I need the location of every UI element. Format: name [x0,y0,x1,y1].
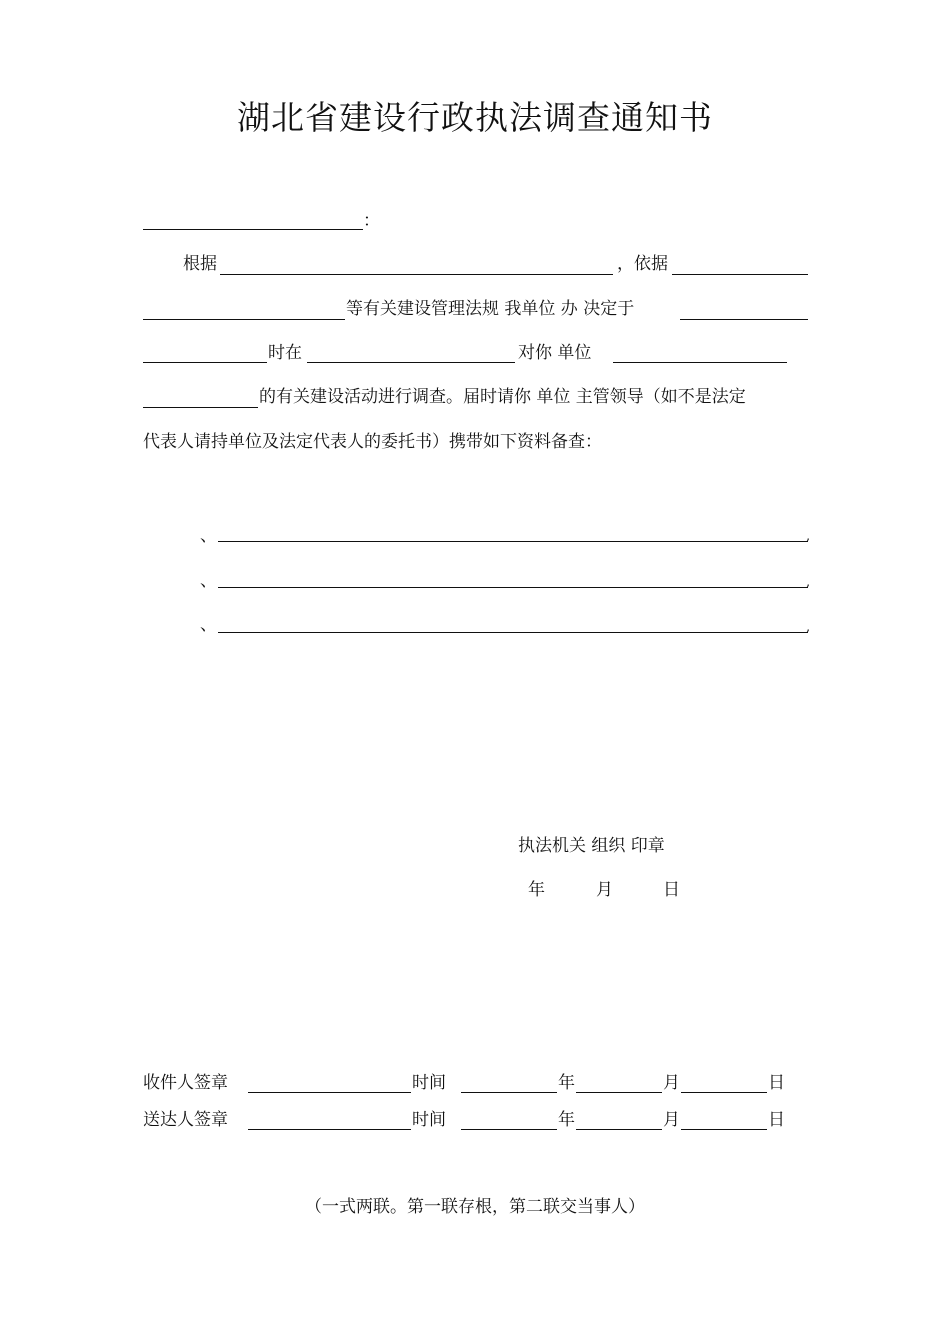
activity-blank[interactable] [143,407,258,408]
time-at-label: 时在 [268,343,302,363]
material-item-end: , [806,575,811,590]
sender-year-label: 年 [558,1110,575,1130]
basis-blank[interactable] [220,274,613,275]
sign-month-label: 月 [596,880,613,900]
recipient-day-blank[interactable] [681,1092,767,1093]
recipient-signature-label: 收件人签章 [143,1073,228,1093]
sender-year-blank[interactable] [461,1129,557,1130]
authority-seal-label: 执法机关 组织 印章 [518,836,665,856]
addressee-blank[interactable] [143,229,363,230]
sign-year-label: 年 [528,880,545,900]
decision-date-blank[interactable] [680,319,808,320]
material-item-bullet: 、 [200,571,217,591]
sender-day-blank[interactable] [681,1129,767,1130]
law-blank[interactable] [143,319,345,320]
location-blank[interactable] [307,362,515,363]
recipient-month-label: 月 [663,1073,680,1093]
document-title: 湖北省建设行政执法调查通知书 [237,98,713,137]
according-label: ，依据 [617,254,668,274]
recipient-time-label: 时间 [412,1073,446,1093]
recipient-year-label: 年 [558,1073,575,1093]
material-item-blank[interactable] [218,541,808,542]
sender-month-label: 月 [663,1110,680,1130]
material-item-blank[interactable] [218,632,808,633]
material-item-end: , [806,620,811,635]
unit-blank[interactable] [613,362,787,363]
recipient-day-label: 日 [768,1073,785,1093]
activity-text: 的有关建设活动进行调查。届时请你 单位 主管领导（如不是法定 [259,387,746,407]
recipient-year-blank[interactable] [461,1092,557,1093]
sender-day-label: 日 [768,1110,785,1130]
according-blank[interactable] [672,274,808,275]
material-item-bullet: 、 [200,615,217,635]
recipient-month-blank[interactable] [576,1092,662,1093]
material-item-end: , [806,529,811,544]
to-your-unit-label: 对你 单位 [518,343,592,363]
addressee-colon: ： [363,211,380,231]
recipient-signature-blank[interactable] [248,1092,411,1093]
material-item-bullet: 、 [200,526,217,546]
time-blank[interactable] [143,362,267,363]
laws-text: 等有关建设管理法规 我单位 办 决定于 [346,299,635,319]
sign-day-label: 日 [663,880,680,900]
sender-signature-label: 送达人签章 [143,1110,228,1130]
sender-signature-blank[interactable] [248,1129,411,1130]
material-item-blank[interactable] [218,587,808,588]
sender-month-blank[interactable] [576,1129,662,1130]
basis-label: 根据 [183,254,217,274]
representative-text: 代表人请持单位及法定代表人的委托书）携带如下资料备查： [143,432,602,452]
copies-note: （一式两联。第一联存根，第二联交当事人） [305,1197,645,1217]
sender-time-label: 时间 [412,1110,446,1130]
